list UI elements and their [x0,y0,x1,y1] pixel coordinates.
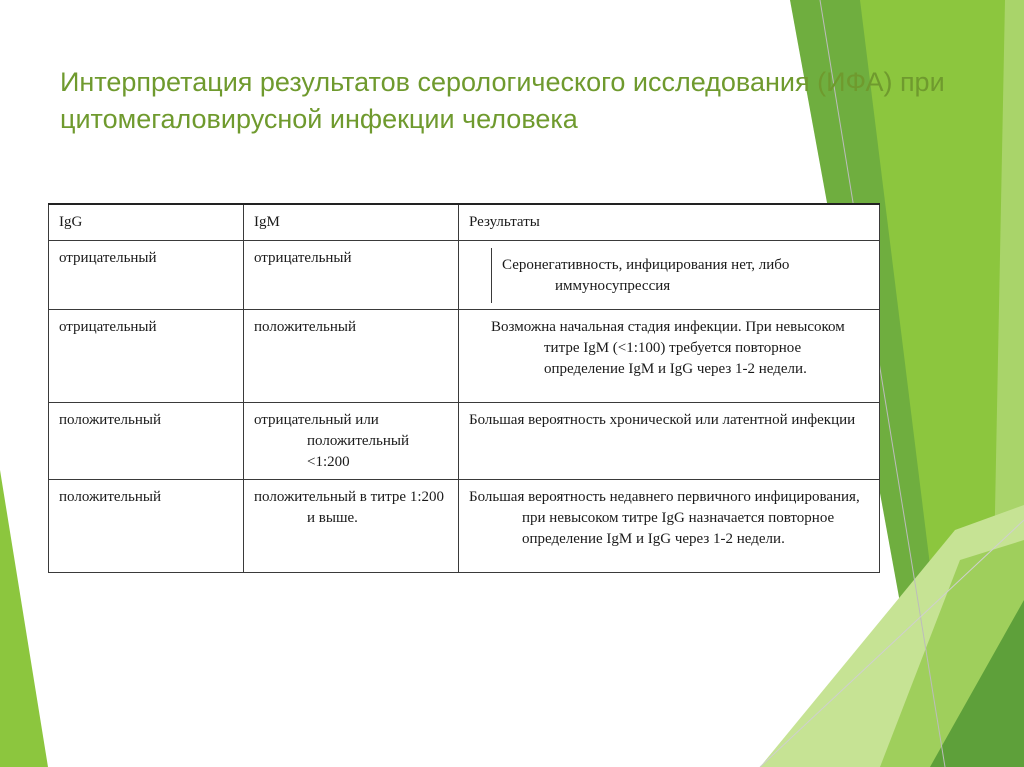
cell-igg: положительный [49,480,244,573]
table-header-row [49,204,880,241]
table-row [49,310,880,403]
cell-igg: положительный [49,403,244,480]
cell-igm: отрицательный [244,241,459,310]
cell-igm: положительный [244,310,459,403]
result-text: Серонегативность, инфицирования нет, либо иммуносупрессия [502,257,790,294]
header-igg: IgG [49,204,244,241]
cell-result [459,480,880,573]
decor-left-strip [0,470,48,767]
cell-igg: отрицательный [49,241,244,310]
table-row [49,480,880,573]
table-row [49,241,880,310]
cell-result [459,403,880,480]
cell-result [459,241,880,310]
result-text: Возможна начальная стадия инфекции. При невысоком титре IgM (<1:100) требуется повторное определение IgM и IgG через 1-2 недели. [491,319,845,377]
cell-igm [244,480,459,573]
header-results: Результаты [459,204,880,241]
igm-text: отрицательный или положительный <1:200 [254,412,410,470]
slide-title: Интерпретация результатов серологического исследования (ИФА) при цитомегаловирусной инфекции человека [60,67,945,134]
igm-text: положительный в титре 1:200 и выше. [254,489,444,526]
cell-result [459,310,880,403]
cell-igm [244,403,459,480]
result-text: Большая вероятность недавнего первичного инфицирования, при невысоком титре IgG назначается повторное определение IgM и IgG через 1-2 недели. [469,489,860,547]
cell-igg: отрицательный [49,310,244,403]
table-row [49,403,880,480]
results-table [48,203,880,573]
header-igm: IgM [244,204,459,241]
result-text: Большая вероятность хронической или латентной инфекции [469,412,856,428]
